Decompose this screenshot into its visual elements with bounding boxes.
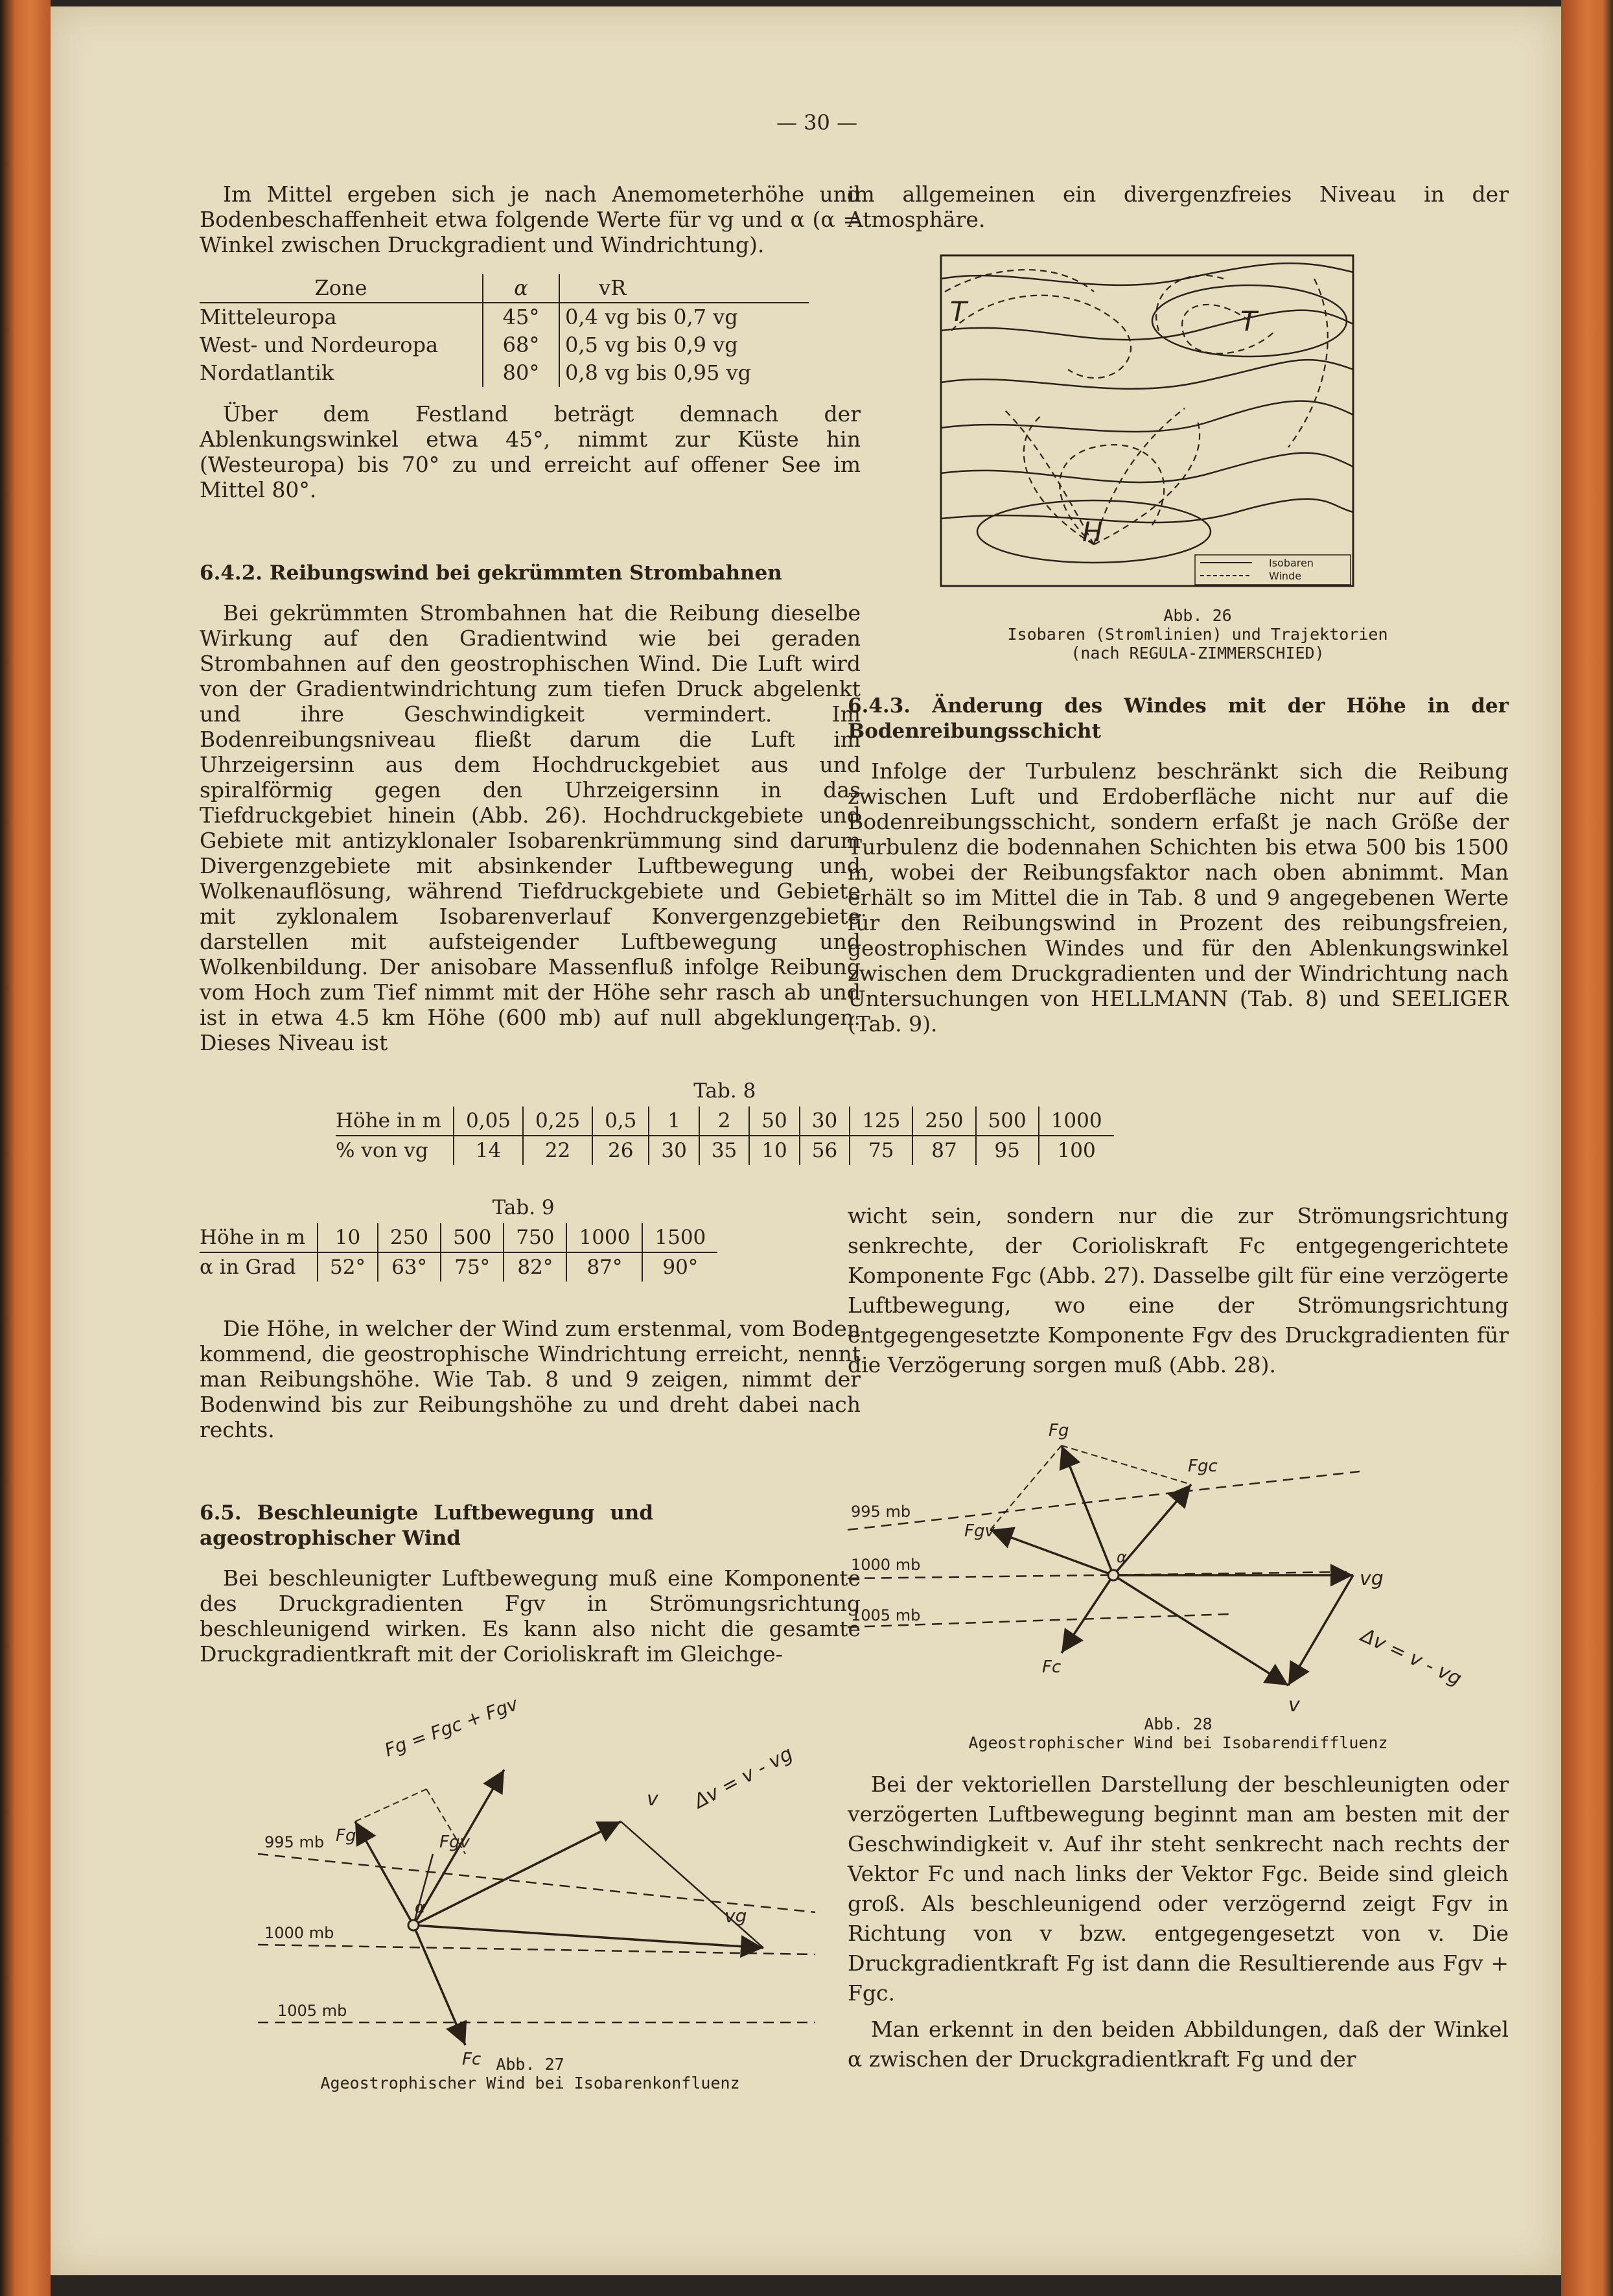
winkel-paragraph: Man erkennt in den beiden Abbildungen, daß der Winkel α zwischen der Druckgradientkraft Fg und der — [848, 2017, 1509, 2072]
cell: 87° — [566, 1252, 642, 1282]
intro-paragraph: Im Mittel ergeben sich je nach Anemometerhöhe und Bodenbeschaffenheit etwa folgende Werte für vg und α (α = Winkel zwischen Druckgradient und Windrichtung). — [200, 182, 861, 257]
vector-diagram-27 — [206, 1692, 861, 2068]
caption-text: Ageostrophischer Wind bei Isobarenkonfluenz — [320, 2074, 740, 2092]
figure-26 — [938, 253, 1405, 596]
alpha-header: α — [483, 274, 559, 303]
fgc-label: Fgc — [336, 1826, 366, 1845]
cell: 2 — [699, 1107, 749, 1136]
heading-642: 6.4.2. Reibungswind bei gekrümmten Strombahnen — [200, 561, 782, 585]
isobar-995-label: 995 mb — [851, 1503, 911, 1521]
vr-header: vR — [559, 274, 809, 303]
right-column-bottom — [848, 1770, 1509, 2074]
right-column-middle — [848, 694, 1509, 1037]
zone-cell: West- und Nordeuropa — [200, 333, 439, 357]
figure-27 — [206, 1692, 861, 2068]
paragraph-65: Bei beschleunigter Luftbewegung muß eine Komponente des Druckgradienten Fgv in Strömungsrichtung beschleunigend wirken. Es kann also nicht die gesamte Druckgradientkraft mit der Corioliskraft im Gleichge- — [200, 1565, 861, 1667]
isobar-1005-label: 1005 mb — [277, 2002, 347, 2020]
cell: 125 — [850, 1107, 912, 1136]
cell: 26 — [592, 1136, 649, 1165]
continuation-paragraph: wicht sein, sondern nur die zur Strömungsrichtung senkrechte, der Corioliskraft Fc entgegengerichtete Komponente Fgc (Abb. 27). Dasselbe gilt für eine verzögerte Luftbewegung, wo eine der Strömungsrichtung entgegengesetzte Komponente Fgv des Druckgradienten für die Verzögerung sorgen muß (Abb. 28). — [848, 1203, 1509, 1377]
table-8 — [336, 1079, 1114, 1165]
figure-28 — [841, 1400, 1515, 1724]
cell: 10 — [318, 1223, 378, 1252]
cell: 0,5 — [592, 1107, 649, 1136]
fc-label: Fc — [1042, 1658, 1062, 1677]
fc-label: Fc — [462, 2050, 482, 2068]
right-column-top — [848, 182, 1509, 232]
legend-winde: Winde — [1269, 570, 1302, 582]
left-column-top — [200, 182, 861, 1055]
caption-source: (nach REGULA-ZIMMERSCHIED) — [1071, 644, 1325, 662]
table-row — [336, 1136, 1114, 1165]
row-label: % von vg — [336, 1139, 428, 1162]
cell: 30 — [649, 1136, 699, 1165]
cell: 75 — [850, 1136, 912, 1165]
alpha-cell: 45° — [483, 303, 559, 331]
cell: 95 — [976, 1136, 1039, 1165]
festland-paragraph: Über dem Festland beträgt demnach der Ablenkungswinkel etwa 45°, nimmt zur Küste hin (Westeuropa) bis 70° zu und erreicht auf offener See im Mittel 80°. — [200, 401, 861, 502]
vektor-paragraph: Bei der vektoriellen Darstellung der beschleunigten oder verzögerten Luftbewegung beginnt man am besten mit der Geschwindigkeit v. Auf ihr steht senkrecht nach rechts der Vektor Fc und nach links der Vektor Fgc. Beide sind gleich groß. Als beschleunigend oder verzögernd zeigt Fgv in Richtung von v bzw. entgegengesetzt von v. Die Druckgradientkraft Fg ist dann die Resultierende aus Fgv + Fgc. — [848, 1772, 1509, 2006]
cell: 100 — [1039, 1136, 1114, 1165]
heading-65: 6.5. Beschleunigte Luftbewegung und ageostrophischer Wind — [200, 1501, 653, 1550]
cell: 10 — [749, 1136, 799, 1165]
vector-diagram-28 — [841, 1400, 1515, 1724]
book-edge-left — [0, 0, 51, 2296]
vr-cell: 0,8 vg bis 0,95 vg — [559, 359, 809, 387]
paragraph-642: Bei gekrümmten Strombahnen hat die Reibung dieselbe Wirkung auf den Gradientwind wie bei geraden Strombahnen auf den geostrophischen Wind. Die Luft wird von der Gradientwindrichtung zum tiefen Druck abgelenkt und ihre Geschwindigkeit vermindert. Im Bodenreibungsniveau fließt darum die Luft im Uhrzeigersinn aus dem Hochdruckgebiet aus und spiralförmig gegen den Uhrzeigersinn in das Tiefdruckgebiet hinein (Abb. 26). Hochdruckgebiete und Gebiete mit antizyklonaler Isobarenkrümmung sind darum Divergenzgebiete mit absinkender Luftbewegung und Wolkenauflösung, während Tiefdruckgebiete und Gebiete mit zyklonalem Isobarenverlauf Konvergenzgebiete darstellen mit aufsteigender Luftbewegung und Wolkenbildung. Der anisobare Massenfluß infolge Reibung vom Hoch zum Tief nimmt mit der Höhe sehr rasch ab und ist in etwa 4.5 km Höhe (600 mb) auf null abgeklungen. Dieses Niveau ist — [200, 600, 861, 1055]
figure-28-caption — [848, 1715, 1509, 1752]
low-label-2: T — [1240, 305, 1257, 337]
row-label: Höhe in m — [336, 1107, 454, 1136]
isobar-1000-label: 1000 mb — [851, 1556, 921, 1574]
cell: 0,25 — [523, 1107, 592, 1136]
alpha-cell: 80° — [483, 359, 559, 387]
zone-cell: Nordatlantik — [200, 360, 334, 385]
isobar-1000-label: 1000 mb — [264, 1924, 334, 1942]
legend-isobaren: Isobaren — [1269, 557, 1314, 569]
cell: 87 — [912, 1136, 975, 1165]
cell: 75° — [441, 1252, 504, 1282]
delta-v-equation: Δv = v - vg — [690, 1742, 797, 1814]
page — [51, 6, 1561, 2275]
book-edge-right — [1561, 0, 1613, 2296]
table-row — [200, 331, 809, 359]
table-row — [200, 1223, 717, 1252]
v-label: v — [647, 1788, 658, 1810]
cell: 0,05 — [454, 1107, 523, 1136]
cell: 50 — [749, 1107, 799, 1136]
alpha-label: α — [415, 1898, 425, 1916]
alpha-cell: 68° — [483, 331, 559, 359]
zone-header: Zone — [314, 275, 367, 300]
figure-27-caption — [200, 2055, 861, 2092]
isobar-diagram — [938, 253, 1405, 596]
figure-26-caption — [887, 606, 1509, 662]
zone-table — [200, 274, 809, 387]
zone-cell: Mitteleuropa — [200, 305, 337, 329]
caption-text: Ageostrophischer Wind bei Isobarendiffluenz — [968, 1733, 1388, 1752]
cell: 1000 — [1039, 1107, 1114, 1136]
cell: 1500 — [642, 1223, 717, 1252]
cell: 63° — [378, 1252, 441, 1282]
low-label: T — [950, 296, 967, 327]
table-row — [200, 1252, 717, 1282]
fgc-label: Fgc — [1188, 1457, 1218, 1476]
fg-label: Fg — [1049, 1421, 1069, 1440]
fgv-label: Fgv — [439, 1833, 470, 1852]
cell: 250 — [378, 1223, 441, 1252]
table-row — [336, 1107, 1114, 1136]
cell: 30 — [800, 1107, 850, 1136]
force-equation: Fg = Fgc + Fgv — [382, 1693, 521, 1761]
alpha-label: α — [1117, 1548, 1127, 1566]
vg-label: vg — [725, 1905, 747, 1927]
hoehe-paragraph: Die Höhe, in welcher der Wind zum erstenmal, vom Boden kommend, die geostrophische Windrichtung erreicht, nennt man Reibungshöhe. Wie Tab. 8 und 9 zeigen, nimmt der Bodenwind bis zur Reibungshöhe zu und dreht dabei nach rechts. — [200, 1316, 861, 1442]
continuation-text: im allgemeinen ein divergenzfreies Niveau in der Atmosphäre. — [848, 182, 1509, 232]
v-label: v — [1288, 1694, 1300, 1716]
isobar-1005-label: 1005 mb — [851, 1606, 921, 1624]
cell: 1 — [649, 1107, 699, 1136]
table-row — [200, 359, 809, 387]
cell: 500 — [441, 1223, 504, 1252]
right-column-lower — [848, 1201, 1509, 1380]
fgv-label: Fgv — [964, 1521, 995, 1541]
cell: 250 — [912, 1107, 975, 1136]
page-number: — 30 — — [776, 110, 858, 135]
cell: 750 — [504, 1223, 566, 1252]
vr-cell: 0,5 vg bis 0,9 vg — [559, 331, 809, 359]
cell: 90° — [642, 1252, 717, 1282]
row-label: α in Grad — [200, 1256, 296, 1279]
cell: 56 — [800, 1136, 850, 1165]
cell: 35 — [699, 1136, 749, 1165]
table-row — [200, 303, 809, 331]
cell: 500 — [976, 1107, 1039, 1136]
vr-cell: 0,4 vg bis 0,7 vg — [559, 303, 809, 331]
high-label: H — [1082, 516, 1103, 548]
caption-text: Isobaren (Stromlinien) und Trajektorien — [1007, 625, 1388, 644]
caption-number: Abb. 28 — [1144, 1715, 1213, 1733]
caption-number: Abb. 27 — [496, 2055, 564, 2074]
left-column-lower — [200, 1316, 861, 1667]
cell: 52° — [318, 1252, 378, 1282]
cell: 1000 — [566, 1223, 642, 1252]
paragraph-643: Infolge der Turbulenz beschränkt sich die Reibung zwischen Luft und Erdoberfläche nicht nur auf die Bodenreibungsschicht, sondern erfaßt je nach Größe der Turbulenz die bodennahen Schichten bis etwa 500 bis 1500 m, wobei der Reibungsfaktor nach oben abnimmt. Man erhält so im Mittel die in Tab. 8 und 9 angegebenen Werte für den Reibungswind in Prozent des reibungsfreien, geostrophischen Windes und für den Ablenkungswinkel zwischen dem Druckgradienten und der Windrichtung nach Untersuchungen von HELLMANN (Tab. 8) und SEELIGER (Tab. 9). — [848, 758, 1509, 1037]
delta-v-equation: Δv = v - vg — [1357, 1624, 1465, 1691]
caption-number: Abb. 26 — [1163, 606, 1232, 625]
isobar-995-label: 995 mb — [264, 1833, 325, 1851]
heading-643: 6.4.3. Änderung des Windes mit der Höhe in der Bodenreibungsschicht — [848, 694, 1509, 743]
vg-label: vg — [1360, 1567, 1384, 1590]
cell: 82° — [504, 1252, 566, 1282]
table-9 — [200, 1196, 717, 1282]
cell: 22 — [523, 1136, 592, 1165]
cell: 14 — [454, 1136, 523, 1165]
table-9-title: Tab. 9 — [492, 1196, 555, 1219]
row-label: Höhe in m — [200, 1223, 318, 1252]
table-8-title: Tab. 8 — [693, 1079, 756, 1103]
